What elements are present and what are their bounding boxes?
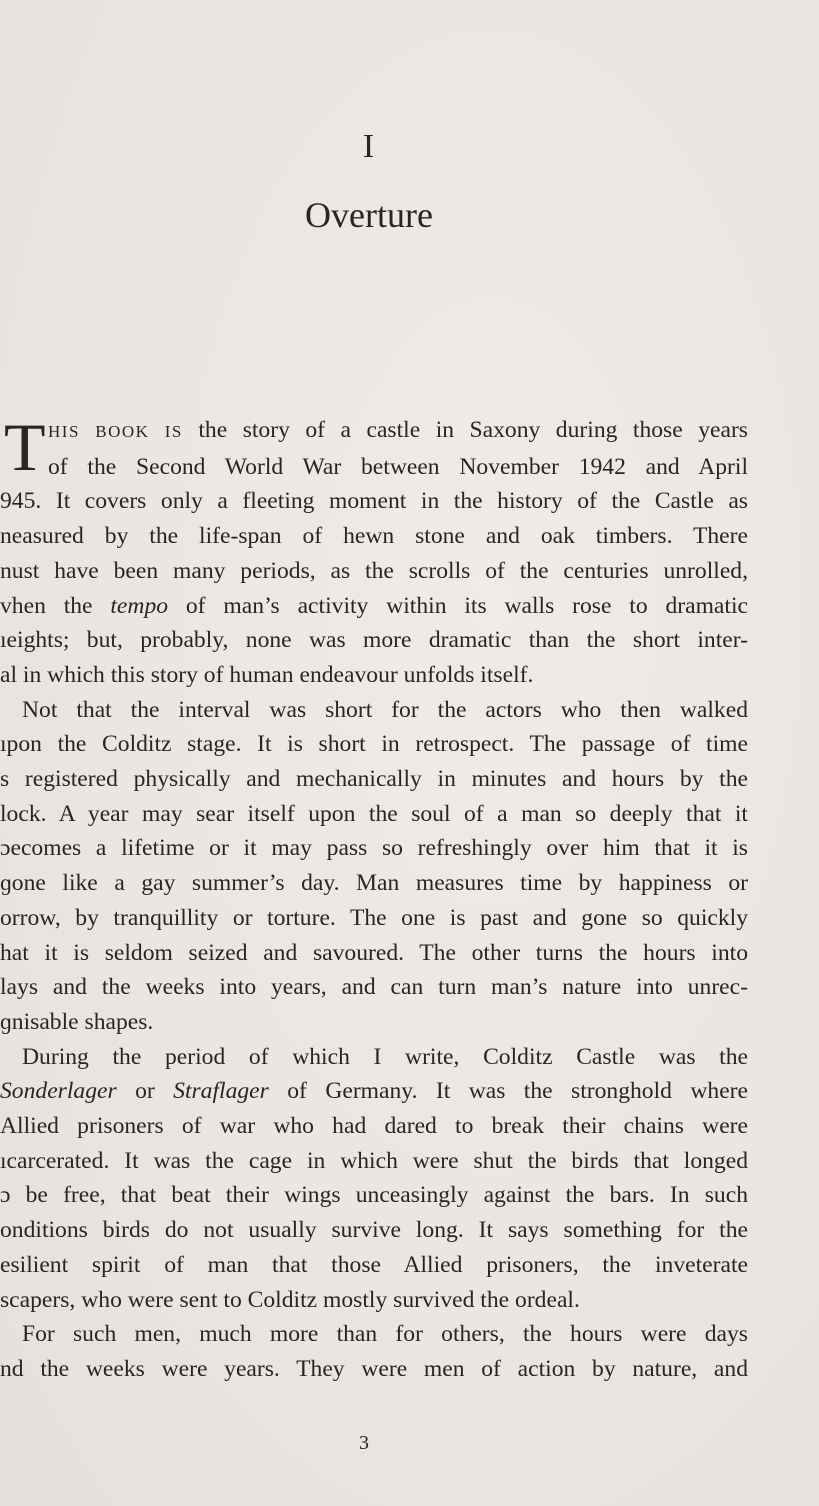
page-number: 3: [359, 1432, 369, 1454]
text-line: lock. A year may sear itself upon the soul of a man so deeply that it: [0, 800, 748, 827]
text-span: or: [116, 1078, 174, 1105]
text-line: Not that the interval was short for the actors who then walked: [22, 696, 748, 723]
text-line: ıpon the Colditz stage. It is short in retrospect. The passage of time: [0, 731, 748, 758]
text-line: Allied prisoners of war who had dared to break their chains were: [0, 1113, 748, 1140]
text-line: orrow, by tranquillity or torture. The one is past and gone so quickly: [0, 904, 748, 931]
text-line: ıcarcerated. It was the cage in which were shut the birds that longed: [0, 1147, 748, 1174]
text-line: nust have been many periods, as the scrolls of the centuries unrolled,: [0, 557, 748, 584]
text-line: hat it is seldom seized and savoured. The other turns the hours into: [0, 939, 748, 966]
text-line: 945. It covers only a fleeting moment in the history of the Castle as: [0, 488, 748, 515]
text-line: For such men, much more than for others, the hours were days: [22, 1321, 748, 1348]
body-text: [0, 409, 749, 1387]
text-line: During the period of which I write, Colditz Castle was the: [22, 1043, 748, 1070]
text-span: vhen the: [0, 592, 111, 619]
text-line: al in which this story of human endeavour unfolds itself.: [0, 661, 534, 688]
text-line: onditions birds do not usually survive long. It says something for the: [0, 1217, 748, 1244]
text-line: nd the weeks were years. They were men of action by nature, and: [0, 1355, 748, 1382]
text-line: [0, 1074, 748, 1109]
small-caps-lead: HIS BOOK IS: [48, 422, 183, 441]
text-line: ɡone like a gay summer’s day. Man measures time by happiness or: [0, 870, 748, 897]
text-line: scapers, who were sent to Colditz mostly survived the ordeal.: [0, 1286, 580, 1313]
chapter-number: I: [362, 128, 376, 165]
text-line: [0, 413, 748, 450]
text-line: [0, 589, 748, 624]
italic-word: Straflager: [173, 1078, 269, 1105]
italic-word: tempo: [110, 592, 169, 619]
text-line: esilient spirit of man that those Allied prisoners, the inveterate: [0, 1251, 748, 1278]
text-line: ɔecomes a lifetime or it may pass so refreshingly over him that it is: [0, 835, 748, 862]
drop-cap: T: [4, 409, 46, 485]
text-span: of Germany. It was the stronghold where: [268, 1078, 749, 1105]
text-line: neasured by the life-span of hewn stone and oak timbers. There: [0, 523, 748, 550]
text-line: s registered physically and mechanically in minutes and hours by the: [0, 766, 748, 793]
text-line: ɡnisable shapes.: [0, 1008, 154, 1035]
text-span: the story of a castle in Saxony during those years: [182, 417, 748, 443]
text-line: lays and the weeks into years, and can turn man’s nature into unrec-: [0, 974, 748, 1001]
text-line: ɔ be free, that beat their wings unceasingly against the bars. In such: [0, 1182, 748, 1209]
chapter-title: Overture: [305, 195, 433, 235]
italic-word: Sonderlager: [0, 1078, 117, 1105]
text-line: ıeights; but, probably, none was more dramatic than the short inter-: [0, 627, 748, 654]
text-line: of the Second World War between November 1942 and April: [48, 453, 748, 480]
text-span: of man’s activity within its walls rose to dramatic: [168, 592, 748, 619]
